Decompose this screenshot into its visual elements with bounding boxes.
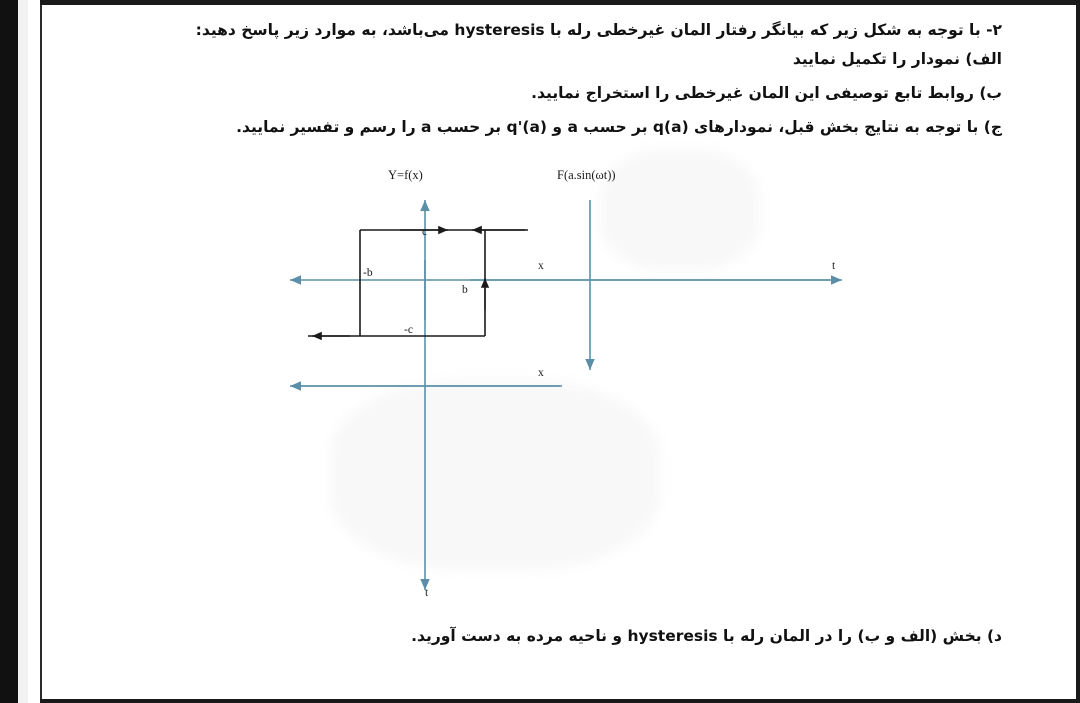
page-right-edge xyxy=(1076,0,1080,703)
label-y-axis: Y=f(x) xyxy=(388,168,423,182)
label-t-axis-lower: t xyxy=(425,587,429,599)
question-line-5: د) بخش (الف و ب) را در المان رله با hysteresis و ناحیه مرده به دست آورید. xyxy=(411,627,1002,645)
label-b-positive: b xyxy=(462,284,468,296)
relay-hysteresis-figure xyxy=(270,160,870,620)
label-c-negative: -c xyxy=(404,324,413,336)
page-bottom-edge xyxy=(40,699,1080,703)
question-line-3: ب) روابط تابع توصیفی این المان غیرخطی را استخراج نمایید. xyxy=(531,84,1002,102)
page-left-binding-edge xyxy=(0,0,18,703)
page-left-inner-margin xyxy=(18,0,28,703)
label-t-axis-upper: t xyxy=(832,260,836,272)
question-line-1: ۲- با توجه به شکل زیر که بیانگر رفتار المان غیرخطی رله با hysteresis می‌باشد، به موارد زیر پاسخ دهید: xyxy=(195,21,1002,39)
label-b-negative: -b xyxy=(363,267,373,279)
question-line-4: ج) با توجه به نتایج بخش قبل، نمودارهای (q(a بر حسب a و (q'(a بر حسب a را رسم و تفسیر نمایید. xyxy=(236,118,1002,136)
label-x-axis-upper: x xyxy=(538,260,544,272)
figure-svg xyxy=(270,160,870,620)
question-line-2: الف) نمودار را تکمیل نمایید xyxy=(792,50,1002,68)
page-left-rule xyxy=(40,0,42,703)
label-c-positive: c xyxy=(422,226,428,238)
label-x-axis-lower: x xyxy=(538,367,544,379)
label-forcing-axis: F(a.sin(ωt)) xyxy=(557,168,616,182)
page-top-edge xyxy=(40,0,1080,5)
